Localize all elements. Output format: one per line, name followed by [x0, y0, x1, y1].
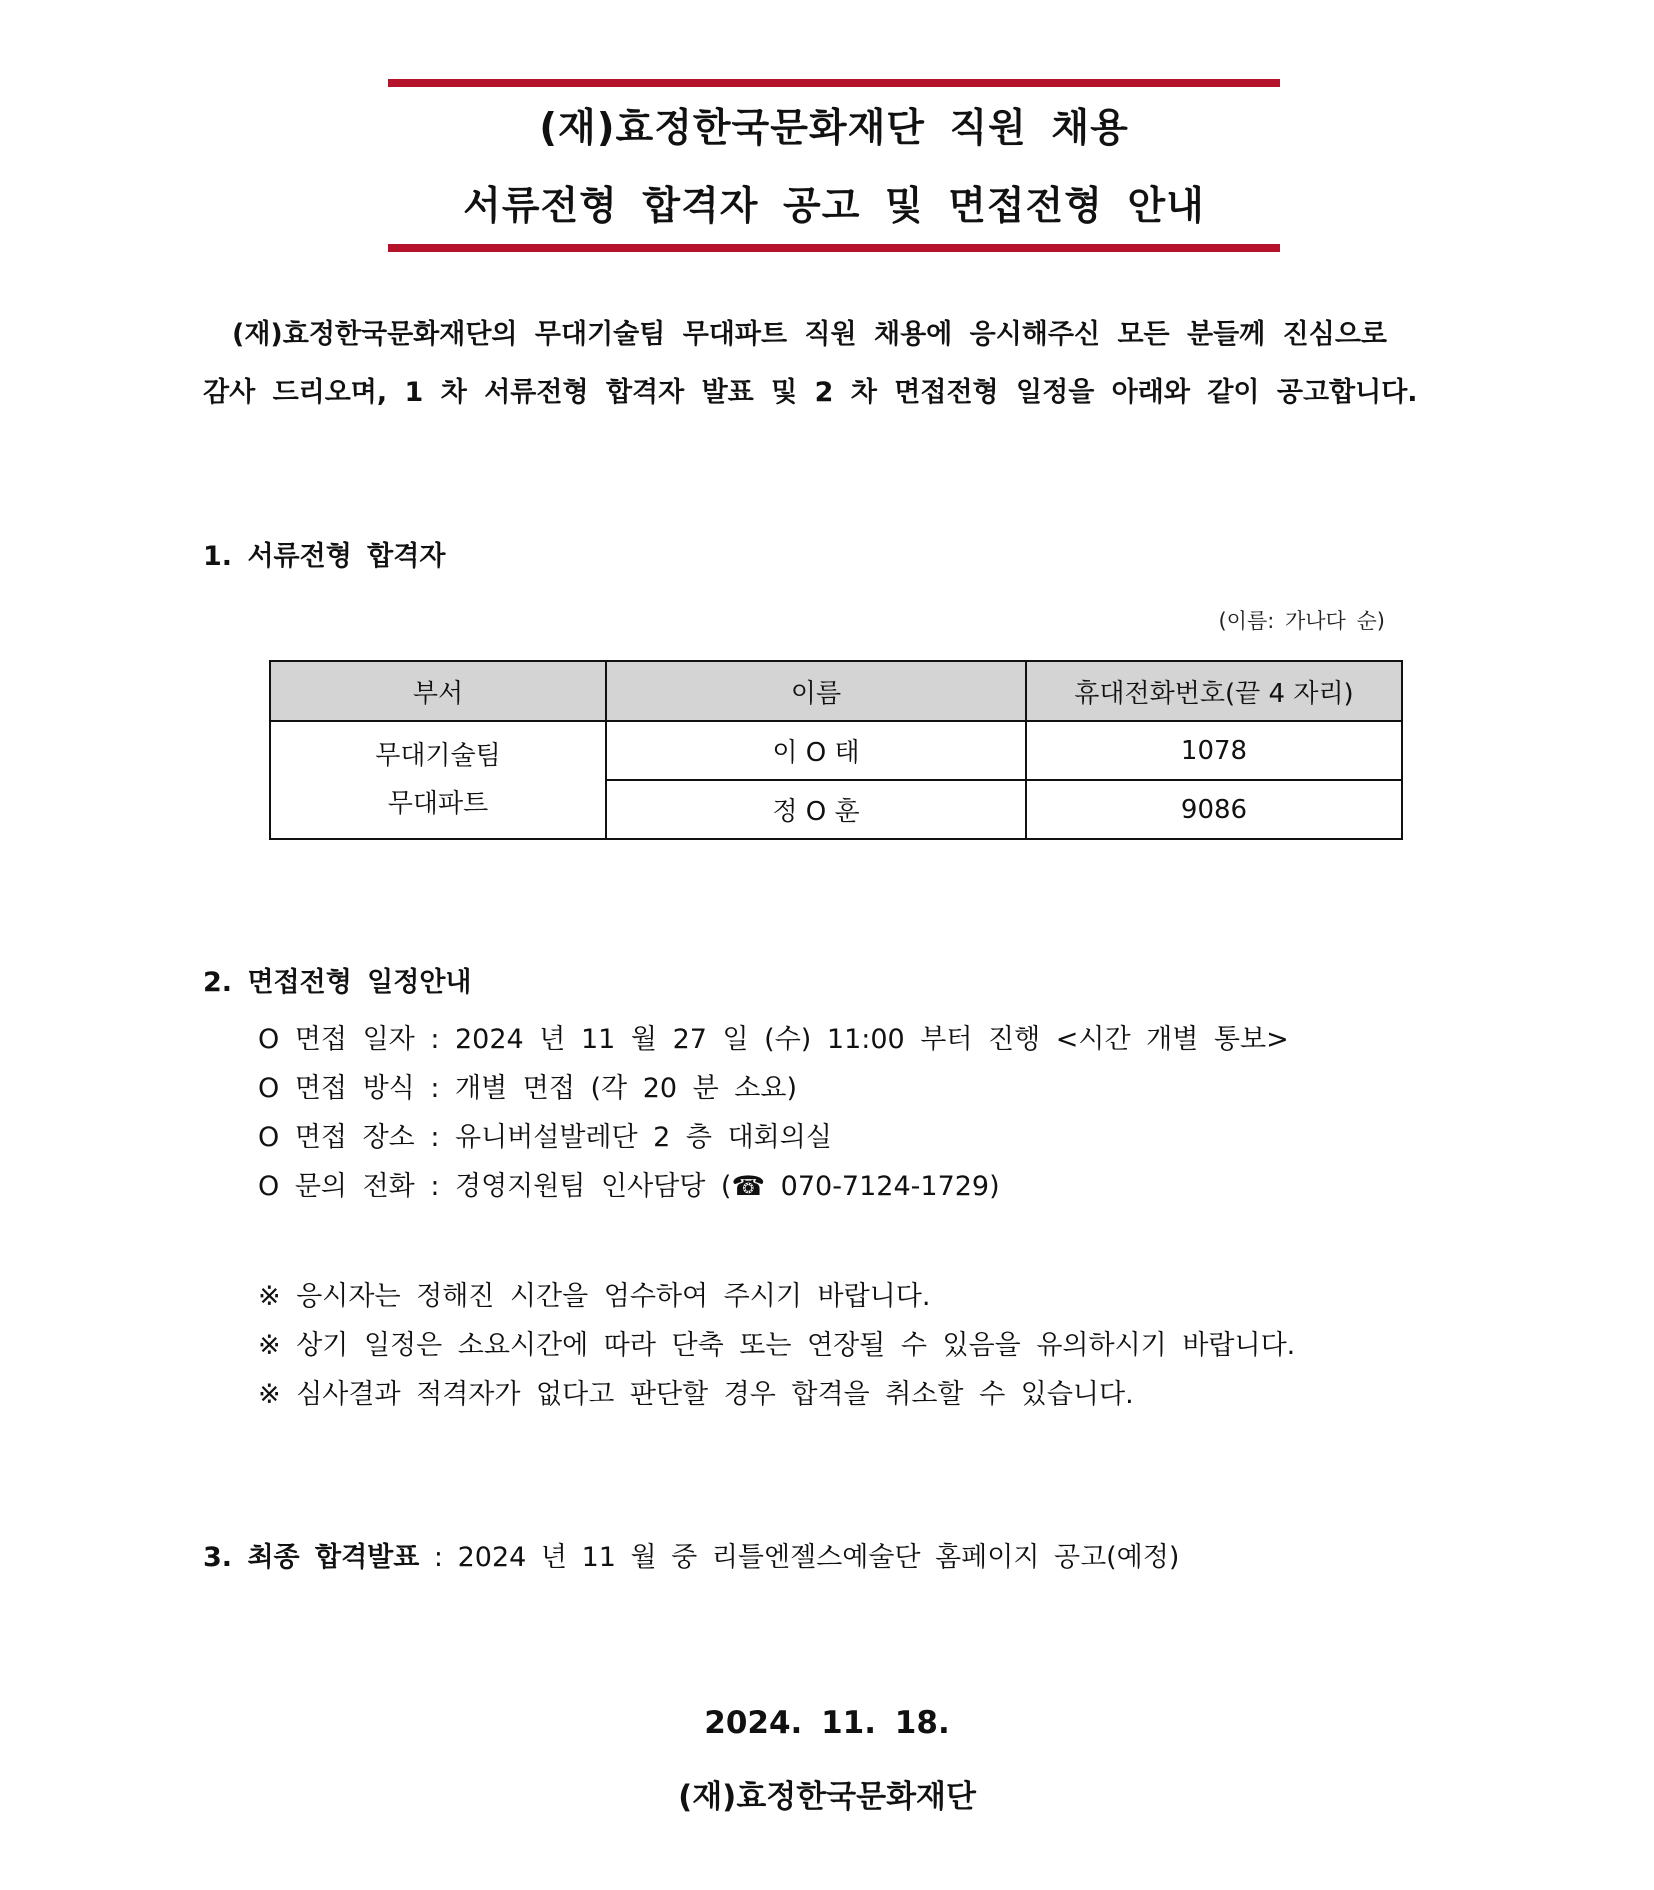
- section1-heading: 1. 서류전형 합격자: [203, 541, 446, 572]
- name-cell: 이 O 태: [606, 721, 1026, 780]
- department-line1: 무대기술팀: [375, 741, 501, 771]
- header-name: 이름: [606, 661, 1026, 721]
- title-rule-bottom: [388, 244, 1280, 252]
- section2-heading: 2. 면접전형 일정안내: [203, 967, 472, 998]
- notice-punctuality: ※ 응시자는 정해진 시간을 엄수하여 주시기 바랍니다.: [258, 1281, 931, 1312]
- interview-method: O 면접 방식 : 개별 면접 (각 20 분 소요): [258, 1073, 797, 1104]
- interview-date: O 면접 일자 : 2024 년 11 월 27 일 (수) 11:00 부터 진행 <시간 개별 통보>: [258, 1024, 1289, 1055]
- announcement-date: 2024. 11. 18.: [704, 1705, 950, 1741]
- section3-text: : 2024 년 11 월 중 리틀엔젤스예술단 홈페이지 공고(예정): [419, 1542, 1180, 1573]
- section3-title: 3. 최종 합격발표: [203, 1542, 420, 1573]
- page-title-line1: (재)효정한국문화재단 직원 채용: [539, 106, 1129, 151]
- department-line2: 무대파트: [387, 789, 489, 819]
- name-cell: 정 O 훈: [606, 780, 1026, 839]
- interview-location: O 면접 장소 : 유니버설발레단 2 층 대회의실: [258, 1122, 832, 1153]
- sort-note: (이름: 가나다 순): [1218, 609, 1385, 633]
- section3-heading: [203, 1535, 1179, 1574]
- intro-line2: 감사 드리오며, 1 차 서류전형 합격자 발표 및 2 차 면접전형 일정을 아래와 같이 공고합니다.: [203, 377, 1418, 408]
- header-department: 부서: [270, 661, 606, 721]
- table-header-row: [270, 661, 1402, 721]
- intro-line1: (재)효정한국문화재단의 무대기술팀 무대파트 직원 채용에 응시해주신 모든 분들께 진심으로: [232, 319, 1387, 350]
- notice-schedule-change: ※ 상기 일정은 소요시간에 따라 단축 또는 연장될 수 있음을 유의하시기 바랍니다.: [258, 1330, 1296, 1361]
- contact-phone: O 문의 전화 : 경영지원팀 인사담당 (☎ 070-7124-1729): [258, 1171, 1000, 1202]
- title-rule-top: [388, 79, 1280, 87]
- phone-cell: 9086: [1026, 780, 1402, 839]
- page-title-line2: 서류전형 합격자 공고 및 면접전형 안내: [463, 184, 1205, 229]
- notice-cancellation: ※ 심사결과 적격자가 없다고 판단할 경우 합격을 취소할 수 있습니다.: [258, 1379, 1134, 1410]
- phone-cell: 1078: [1026, 721, 1402, 780]
- table-row: [270, 721, 1402, 780]
- organization-name: (재)효정한국문화재단: [678, 1779, 976, 1815]
- header-phone: 휴대전화번호(끝 4 자리): [1026, 661, 1402, 721]
- applicant-table: [269, 660, 1403, 840]
- department-cell: [270, 721, 606, 839]
